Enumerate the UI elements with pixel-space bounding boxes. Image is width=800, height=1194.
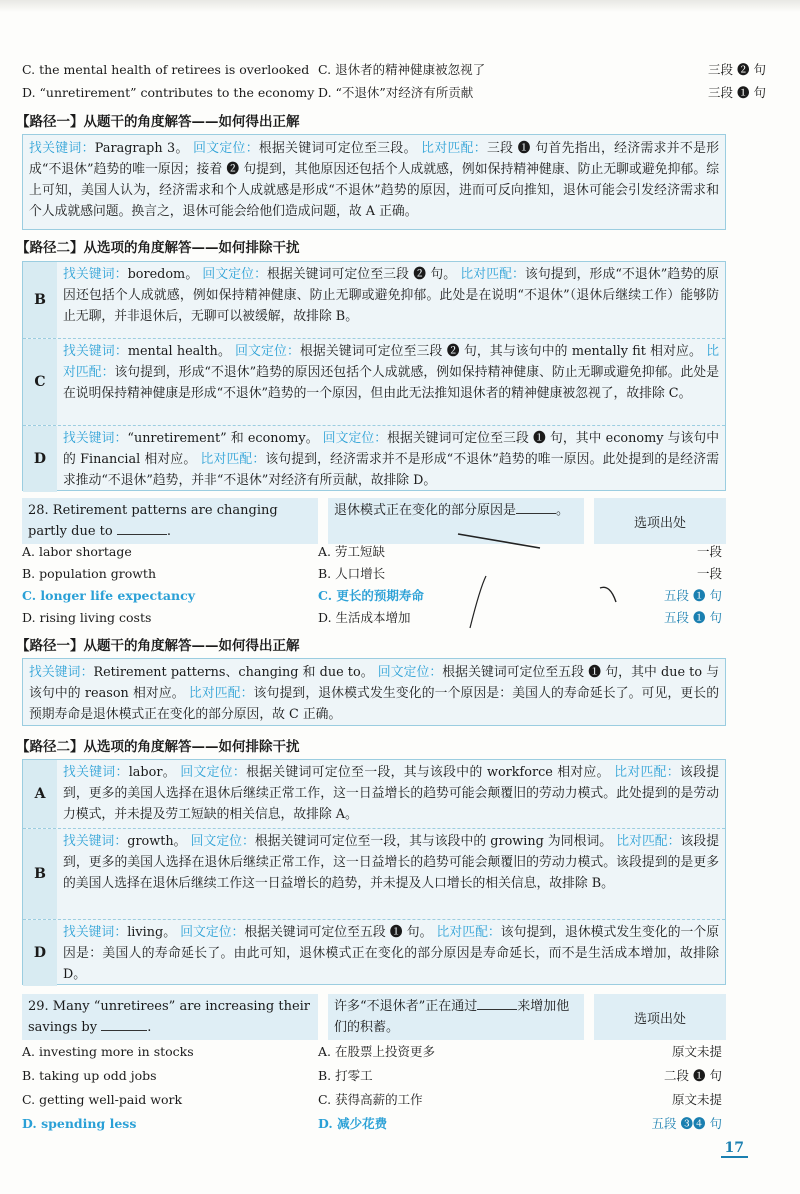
q28-path1-box (22, 658, 726, 726)
q28-path2-box (22, 759, 726, 985)
option-src: 二段 ❶ 句 (664, 1068, 722, 1083)
option-src: 五段 ❸❹ 句 (651, 1116, 722, 1131)
option-cn: B. 人口增长 (318, 566, 386, 581)
q28-option-a-analysis: A 找关键词：labor。 回文定位：根据关键词可定位至一段，其与该段中的 workforce 相对应。 比对匹配：该段提到，更多的美国人选择在退休后继续正常工作，这一日益增长的趋势可能会颠覆旧的劳动力模式。此处提到的是劳动力模式，并未提及劳工短缺的相关信息，故排除 A。 (23, 760, 725, 829)
option-cn: A. 在股票上投资更多 (318, 1044, 435, 1059)
option-en: D. rising living costs (22, 610, 152, 625)
q28-option-d-analysis: D 找关键词：living。 回文定位：根据关键词可定位至五段 ❶ 句。 比对匹配：该句提到，退休模式发生变化的一个原因是：美国人的寿命延长了。由此可知，退休模式正在变化的部分原因是寿命延长，而不是生活成本增加，故排除 D。 (23, 920, 725, 986)
q27-option-c-analysis: C 找关键词：mental health。 回文定位：根据关键词可定位至三段 ❷ 句，其与该句中的 mentally fit 相对应。 比对匹配：该句提到，形成“不退休”趋势的原因还包括个人成就感，例如保持精神健康、防止无聊或避免抑郁。此处是在说明保持精神健康是形成“不退休”趋势的一个原因，但由此无法推知退休者的精神健康被忽视了，故排除 C。 (23, 339, 725, 426)
q27-path1-text: 找关键词：Paragraph 3。 回文定位：根据关键词可定位至三段。 比对匹配：三段 ❶ 句首先指出，经济需求并不是形成“不退休”趋势的唯一原因；接着 ❷ 句提到，其他原因还包括个人成就感，例如保持精神健康、防止无聊或避免抑郁。综上可知，美国人认为，经济需求和个人成就感是形成“不退休”趋势的原因，进而可反向推知，退休可能会引发经济需求和个人成就感问题。换言之，退休可能会给他们造成问题，故 A 正确。 (29, 141, 720, 219)
q27-option-b-analysis: B 找关键词：boredom。 回文定位：根据关键词可定位至三段 ❷ 句。 比对匹配：该句提到，形成“不退休”趋势的原因还包括个人成就感，例如保持精神健康、防止无聊或避免抑郁。此处是在说明“不退休”（退休后继续工作）能够防止无聊，并非退休后，无聊可以被缓解，故排除 B。 (23, 262, 725, 339)
option-cn: B. 打零工 (318, 1068, 373, 1083)
option-row (22, 1064, 726, 1088)
q29-source-header: 选项出处 (594, 994, 726, 1040)
q28-option-b-analysis: B 找关键词：growth。 回文定位：根据关键词可定位至一段，其与该段中的 growing 为同根词。 比对匹配：该段提到，更多的美国人选择在退休后继续正常工作，这一日益增长的趋势可能会颠覆旧的劳动力模式。该段提到的是更多的美国人选择在退休后继续工作这一日益增长的趋势，并未提及人口增长的相关信息，故排除 B。 (23, 829, 725, 920)
q28-options (22, 541, 726, 629)
option-en: B. taking up odd jobs (22, 1068, 157, 1083)
q27-path2-box (22, 261, 726, 491)
option-row (22, 1088, 726, 1112)
q28-source-header: 选项出处 (594, 498, 726, 544)
prev-option-d: D. “unretirement” contributes to the economy D. “不退休”对经济有所贡献 三段 ❶ 句 (22, 85, 766, 100)
option-src: 一段 (696, 544, 722, 559)
q27-path2-title: 【路径二】从选项的角度解答——如何排除干扰 (16, 240, 300, 256)
option-src: 原文未提 (671, 1044, 722, 1059)
q29-stem-cn: 许多“不退休者”正在通过 来增加他们的积蓄。 (328, 994, 584, 1040)
answer-blank (101, 1030, 147, 1031)
q29-stem-en: 29. Many “unretirees” are increasing their savings by . (22, 994, 318, 1040)
answer-blank (117, 534, 167, 535)
option-en: D. spending less (22, 1116, 137, 1131)
q29-options (22, 1040, 726, 1136)
option-row (22, 563, 726, 585)
option-cn: C. 获得高薪的工作 (318, 1092, 423, 1107)
option-row (22, 541, 726, 563)
pen-stroke (470, 576, 486, 628)
pen-stroke (600, 587, 616, 602)
option-src: 五段 ❶ 句 (664, 588, 722, 603)
q27-option-d-analysis: D 找关键词：“unretirement” 和 economy。 回文定位：根据关键词可定位至三段 ❶ 句，其中 economy 与该句中的 Financial 相对应。 比对匹配：该句提到，经济需求并不是形成“不退休”趋势的唯一原因。此处提到的是经济需求推动“不退休”趋势，并非“不退休”对经济有所贡献，故排除 D。 (23, 426, 725, 492)
option-src: 原文未提 (671, 1092, 722, 1107)
q28-path1-title: 【路径一】从题干的角度解答——如何得出正解 (16, 638, 300, 654)
q28-stem-en: 28. Retirement patterns are changing partly due to . (22, 498, 318, 544)
q27-path1-box (22, 134, 726, 230)
page-number: 17 (721, 1140, 748, 1158)
pen-stroke (458, 534, 540, 548)
option-en: A. investing more in stocks (22, 1044, 194, 1059)
q28-path2-title: 【路径二】从选项的角度解答——如何排除干扰 (16, 739, 300, 755)
prev-option-c: C. the mental health of retirees is overlooked C. 退休者的精神健康被忽视了 三段 ❷ 句 (22, 62, 766, 77)
answer-blank (477, 1009, 517, 1010)
q28-header (22, 498, 726, 544)
option-en: B. population growth (22, 566, 157, 581)
option-cn: C. 更长的预期寿命 (318, 588, 424, 603)
q28-path1-text: 找关键词：Retirement patterns、changing 和 due to。 回文定位：根据关键词可定位至五段 ❶ 句，其中 due to 与该句中的 reason 相对应。 比对匹配：该句提到，退休模式发生变化的一个原因是：美国人的寿命延长了。可见，更长的预期寿命是退休模式正在变化的部分原因，故 C 正确。 (29, 665, 720, 722)
q29-header (22, 994, 726, 1040)
q28-stem-cn: 退休模式正在变化的部分原因是 。 (328, 498, 584, 544)
page-top-shadow (0, 0, 800, 12)
option-en: A. labor shortage (22, 544, 132, 559)
option-row (22, 1112, 726, 1136)
option-src: 一段 (696, 566, 722, 581)
q27-path1-title: 【路径一】从题干的角度解答——如何得出正解 (16, 114, 300, 130)
answer-blank (516, 513, 556, 514)
option-cn: A. 劳工短缺 (318, 544, 385, 559)
option-en: C. getting well-paid work (22, 1092, 183, 1107)
option-row (22, 607, 726, 629)
option-src: 五段 ❶ 句 (664, 610, 722, 625)
option-cn: D. 生活成本增加 (318, 610, 411, 625)
pen-scribble (450, 528, 620, 638)
option-row (22, 585, 726, 607)
option-en: C. longer life expectancy (22, 588, 195, 603)
option-cn: D. 减少花费 (318, 1116, 388, 1131)
option-row (22, 1040, 726, 1064)
